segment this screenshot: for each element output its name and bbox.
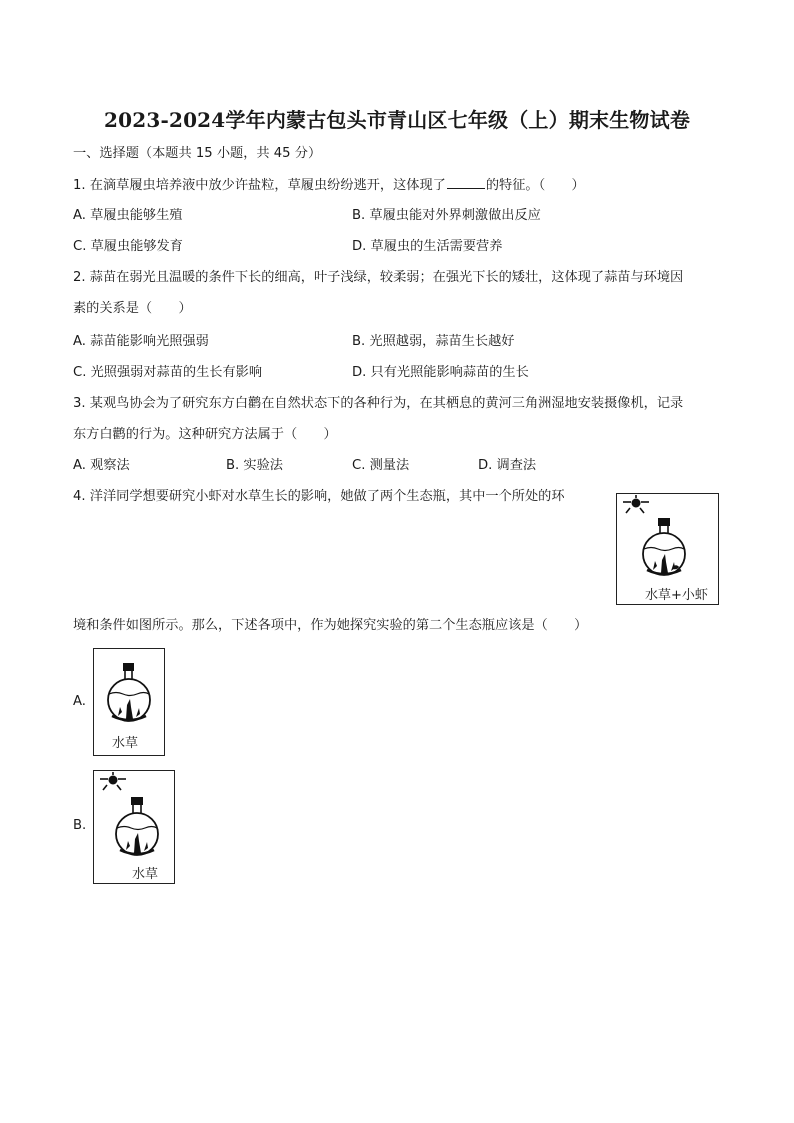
page-title: 2023-2024学年内蒙古包头市青山区七年级（上）期末生物试卷	[103, 108, 691, 132]
question-1-option-c: C. 草履虫能够发育	[73, 239, 183, 254]
question-3-stem-line2: 东方白鹳的行为。这种研究方法属于（ ）	[73, 427, 337, 442]
question-2-option-d: D. 只有光照能影响蒜苗的生长	[352, 365, 529, 380]
question-1-option-a: A. 草履虫能够生殖	[73, 208, 183, 223]
question-1-stem	[73, 176, 585, 195]
question-1-option-d: D. 草履虫的生活需要营养	[352, 239, 503, 254]
question-3-option-d: D. 调查法	[478, 458, 537, 473]
question-3-stem-line1: 3. 某观鸟协会为了研究东方白鹳在自然状态下的各种行为，在其栖息的黄河三角洲湿地安装摄像机，记录	[73, 396, 684, 411]
question-4-stem-line1: 4. 洋洋同学想要研究小虾对水草生长的影响，她做了两个生态瓶，其中一个所处的环	[73, 489, 565, 504]
question-1-stem-part1: 1. 在滴草履虫培养液中放少许盐粒，草履虫纷纷逃开，这体现了	[73, 178, 446, 193]
question-4-option-a-label: A.	[73, 694, 86, 709]
question-2-stem-line1: 2. 蒜苗在弱光且温暖的条件下长的细高，叶子浅绿，较柔弱；在强光下长的矮壮，这体现了蒜苗与环境因	[73, 270, 684, 285]
answer-blank	[447, 176, 485, 189]
question-3-option-b: B. 实验法	[226, 458, 283, 473]
question-2-option-b: B. 光照越弱，蒜苗生长越好	[352, 334, 515, 349]
question-3-option-c: C. 测量法	[352, 458, 410, 473]
question-4-option-a-caption: 水草	[112, 736, 139, 751]
question-1-stem-part2: 的特征。（ ）	[485, 178, 585, 193]
reference-ecobottle-figure	[616, 493, 719, 605]
reference-figure-caption: 水草+小虾	[645, 588, 708, 603]
question-2-option-c: C. 光照强弱对蒜苗的生长有影响	[73, 365, 263, 380]
section-heading: 一、选择题（本题共 15 小题，共 45 分）	[73, 146, 322, 161]
question-3-option-a: A. 观察法	[73, 458, 130, 473]
question-4-option-b-caption: 水草	[132, 867, 159, 882]
question-4-option-b-figure	[93, 770, 175, 884]
question-4-option-b-label: B.	[73, 818, 87, 833]
question-2-option-a: A. 蒜苗能影响光照强弱	[73, 334, 209, 349]
question-1-option-b: B. 草履虫能对外界刺激做出反应	[352, 208, 541, 223]
question-2-stem-line2: 素的关系是（ ）	[73, 301, 192, 316]
question-4-stem-line2: 境和条件如图所示。那么，下述各项中，作为她探究实验的第二个生态瓶应该是（ ）	[73, 618, 588, 633]
question-4-option-a-figure	[93, 648, 165, 756]
